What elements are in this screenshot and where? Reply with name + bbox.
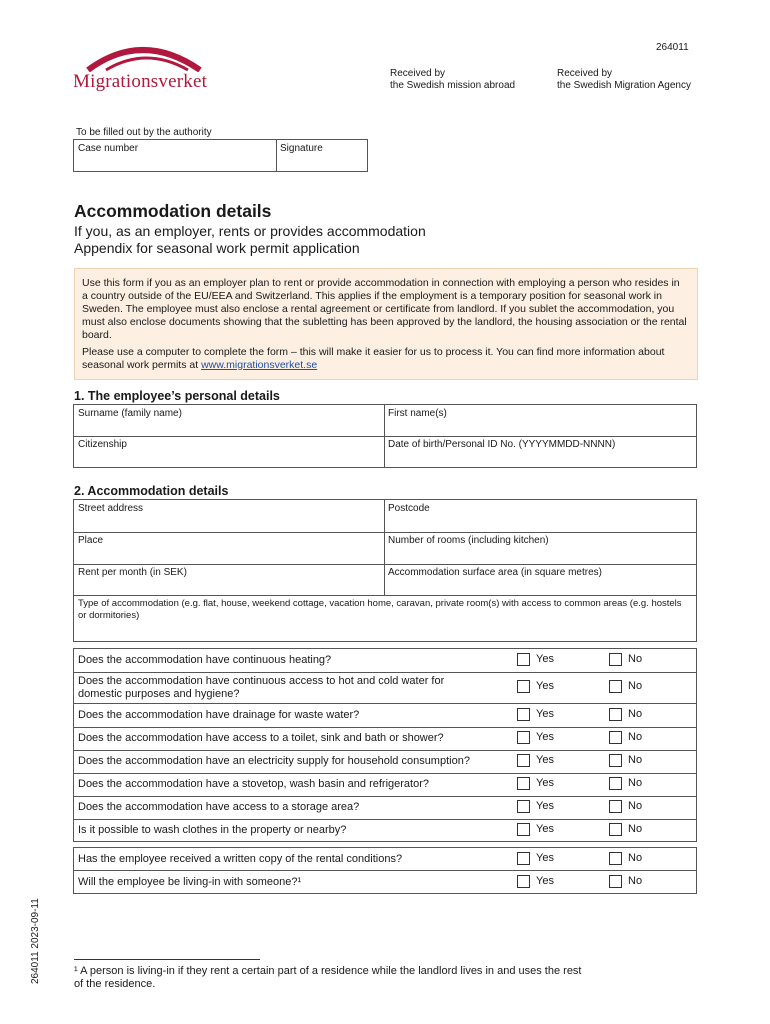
page-title: Accommodation details	[74, 201, 272, 221]
yes-label: Yes	[536, 875, 554, 887]
no-checkbox-water[interactable]	[609, 680, 622, 693]
section-1-heading: 1. The employee’s personal details	[74, 389, 280, 403]
no-label: No	[628, 875, 643, 887]
yes-label: Yes	[536, 731, 554, 743]
logo-text: Migrationsverket	[73, 71, 208, 92]
surname-field[interactable]: Surname (family name)	[78, 408, 182, 419]
yes-label: Yes	[536, 777, 554, 789]
no-checkbox-storage[interactable]	[609, 800, 622, 813]
no-checkbox-drainage[interactable]	[609, 708, 622, 721]
question-toilet: Does the accommodation have access to a toilet, sink and bath or shower?	[78, 732, 444, 744]
no-checkbox-heating[interactable]	[609, 653, 622, 666]
yes-label: Yes	[536, 680, 554, 692]
yes-label: Yes	[536, 708, 554, 720]
no-checkbox-stovetop[interactable]	[609, 777, 622, 790]
no-label: No	[628, 800, 643, 812]
question-drainage: Does the accommodation have drainage for waste water?	[78, 709, 360, 721]
subtitle-2: Appendix for seasonal work permit application	[74, 240, 360, 256]
question-stovetop: Does the accommodation have a stovetop, wash basin and refrigerator?	[78, 778, 429, 790]
dob-field[interactable]: Date of birth/Personal ID No. (YYYYMMDD-NNNN)	[388, 439, 616, 450]
no-checkbox-toilet[interactable]	[609, 731, 622, 744]
question-laundry: Is it possible to wash clothes in the property or nearby?	[78, 824, 347, 836]
question-living-in: Will the employee be living-in with someone?¹	[78, 876, 302, 888]
yes-label: Yes	[536, 653, 554, 665]
authority-label: To be filled out by the authority	[76, 127, 212, 138]
no-checkbox-laundry[interactable]	[609, 823, 622, 836]
accommodation-type-field[interactable]: Type of accommodation (e.g. flat, house, weekend cottage, vacation home, caravan, private room(s) with access to common areas (e.g. hostels or dormitories)	[78, 598, 682, 621]
yes-checkbox-water[interactable]	[517, 680, 530, 693]
surface-area-field[interactable]: Accommodation surface area (in square metres)	[388, 567, 602, 578]
form-number: 264011	[656, 42, 689, 53]
street-address-field[interactable]: Street address	[78, 503, 144, 514]
place-field[interactable]: Place	[78, 535, 104, 546]
question-heating: Does the accommodation have continuous heating?	[78, 654, 332, 666]
question-electricity: Does the accommodation have an electricity supply for household consumption?	[78, 755, 470, 767]
yes-checkbox-drainage[interactable]	[517, 708, 530, 721]
info-box	[74, 268, 698, 380]
first-names-field[interactable]: First name(s)	[388, 408, 447, 419]
info-paragraph-1: Use this form if you as an employer plan to rent or provide accommodation in connection with employing a person who resides in a country outside of the EU/EEA and Switzerland. This applies if the employment is a temporary position for seasonal work in Sweden. The employee must also enclose a rental agreement or certificate from landlord. If you sublet the accommodation, you must also enclose documents showing that the subletting has been approved by the landlord, the housing association or the rental board.	[82, 277, 687, 341]
accommodation-table	[73, 499, 697, 642]
question-storage: Does the accommodation have access to a storage area?	[78, 801, 360, 813]
no-label: No	[628, 708, 643, 720]
yes-checkbox-electricity[interactable]	[517, 754, 530, 767]
migrationsverket-link[interactable]: www.migrationsverket.se	[201, 359, 318, 371]
info-paragraph-2: Please use a computer to complete the form – this will make it easier for us to process it. You can find more information about seasonal work permits at www.migrationsverket.se	[82, 346, 665, 371]
logo-arc-icon	[84, 40, 204, 72]
rent-field[interactable]: Rent per month (in SEK)	[78, 567, 187, 578]
yes-checkbox-stovetop[interactable]	[517, 777, 530, 790]
postcode-field[interactable]: Postcode	[388, 503, 430, 514]
yes-label: Yes	[536, 754, 554, 766]
question-rental-copy: Has the employee received a written copy of the rental conditions?	[78, 853, 403, 865]
no-label: No	[628, 852, 643, 864]
no-checkbox-rental-copy[interactable]	[609, 852, 622, 865]
yes-checkbox-laundry[interactable]	[517, 823, 530, 836]
footnote: ¹ A person is living-in if they rent a certain part of a residence while the landlord lives in and uses the rest of the residence.	[74, 965, 582, 990]
citizenship-field[interactable]: Citizenship	[78, 439, 127, 450]
no-label: No	[628, 754, 643, 766]
yes-checkbox-rental-copy[interactable]	[517, 852, 530, 865]
yes-checkbox-living-in[interactable]	[517, 875, 530, 888]
yes-label: Yes	[536, 852, 554, 864]
side-form-code: 264011 2023-09-11	[30, 898, 41, 984]
no-label: No	[628, 777, 643, 789]
received-by-agency: Received by the Swedish Migration Agency	[557, 68, 691, 91]
signature-field[interactable]: Signature	[280, 143, 323, 154]
yes-checkbox-toilet[interactable]	[517, 731, 530, 744]
no-checkbox-electricity[interactable]	[609, 754, 622, 767]
yes-checkbox-heating[interactable]	[517, 653, 530, 666]
received-by-mission: Received by the Swedish mission abroad	[390, 68, 516, 91]
yes-checkbox-storage[interactable]	[517, 800, 530, 813]
case-number-field[interactable]: Case number	[78, 143, 139, 154]
no-label: No	[628, 680, 643, 692]
question-water: Does the accommodation have continuous access to hot and cold water for domestic purposes and hygiene?	[78, 675, 445, 700]
no-label: No	[628, 823, 643, 835]
section-2-heading: 2. Accommodation details	[74, 484, 229, 498]
yes-label: Yes	[536, 823, 554, 835]
no-label: No	[628, 731, 643, 743]
no-checkbox-living-in[interactable]	[609, 875, 622, 888]
personal-details-table	[73, 404, 697, 468]
subtitle-1: If you, as an employer, rents or provides accommodation	[74, 223, 426, 239]
yes-label: Yes	[536, 800, 554, 812]
authority-box	[73, 139, 368, 172]
no-label: No	[628, 653, 643, 665]
rooms-field[interactable]: Number of rooms (including kitchen)	[388, 535, 549, 546]
